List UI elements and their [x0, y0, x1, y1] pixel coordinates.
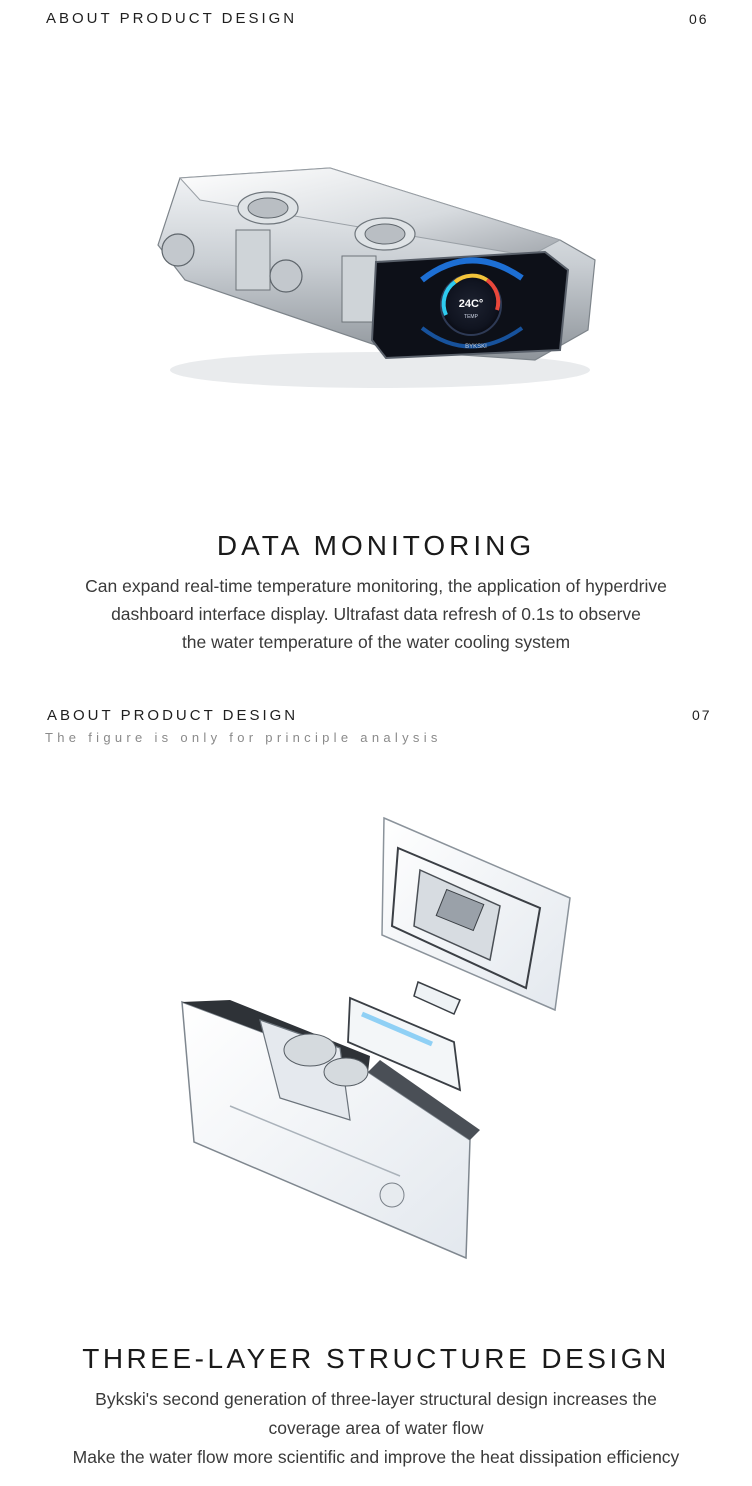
water-block-image [140, 160, 610, 400]
three-layer-title: THREE-LAYER STRUCTURE DESIGN [82, 1343, 670, 1374]
description-line: dashboard interface display. Ultrafast data refresh of 0.1s to observe [111, 604, 641, 624]
principle-analysis-note: The figure is only for principle analysis [45, 730, 442, 745]
section-number-06: 06 [689, 11, 709, 27]
description-line: the water temperature of the water cooling system [181, 632, 571, 652]
description-line: Bykski's second generation of three-layer structural design increases the [95, 1389, 657, 1409]
screen-brand: BYKSKI [465, 344, 487, 350]
data-monitoring-description [0, 572, 752, 656]
screen-temp-value: 24C° [458, 298, 484, 310]
section-label-07: ABOUT PRODUCT DESIGN [47, 707, 299, 724]
section-label-06: ABOUT PRODUCT DESIGN [46, 10, 298, 27]
section-number-07: 07 [692, 707, 712, 723]
three-layer-description [0, 1385, 752, 1472]
description-line: coverage area of water flow [268, 1418, 484, 1438]
description-line: Make the water flow more scientific and improve the heat dissipation efficiency [72, 1447, 680, 1467]
three-layer-exploded-image [170, 810, 590, 1280]
description-line: Can expand real-time temperature monitoring, the application of hyperdrive [85, 576, 667, 596]
screen-temp-label: TEMP [464, 314, 478, 320]
data-monitoring-title: DATA MONITORING [216, 530, 536, 561]
